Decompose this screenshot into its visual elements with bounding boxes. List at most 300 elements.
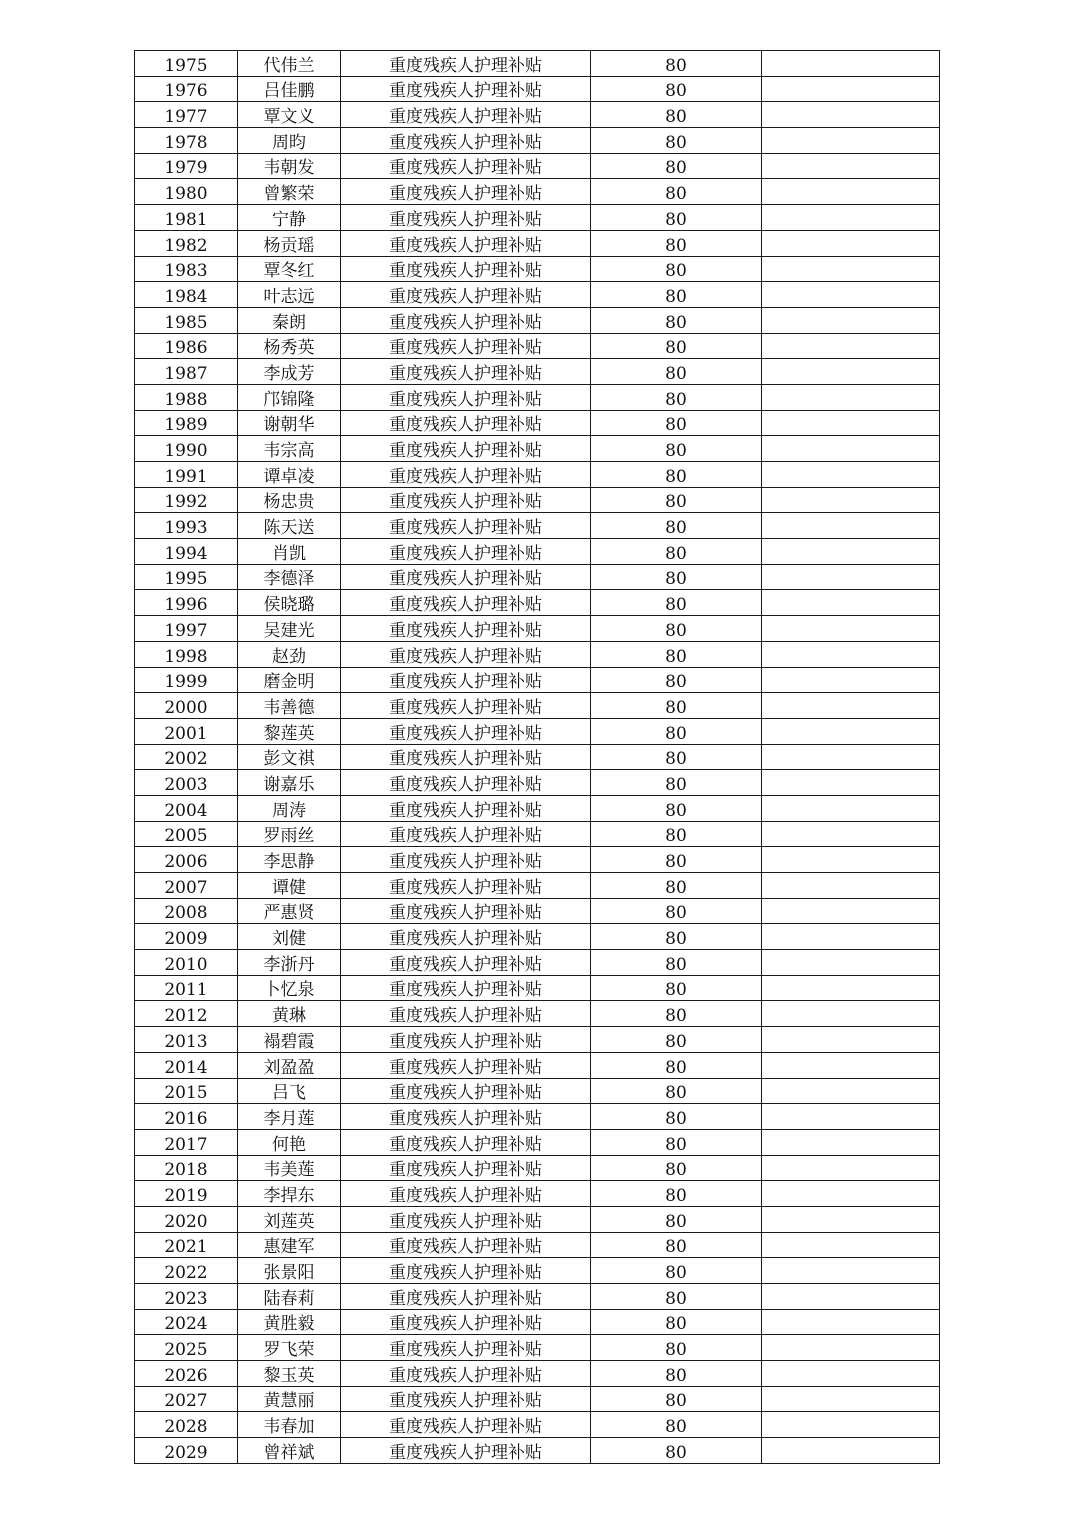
- amount-cell: 80: [591, 873, 762, 899]
- row-number-cell: 1991: [135, 462, 238, 488]
- table-row: [135, 718, 940, 744]
- remark-cell: [762, 693, 940, 719]
- row-number-cell: 1999: [135, 667, 238, 693]
- row-number-cell: 2027: [135, 1386, 238, 1412]
- row-number-cell: 1989: [135, 410, 238, 436]
- remark-cell: [762, 230, 940, 256]
- row-number-cell: 1979: [135, 153, 238, 179]
- table-row: [135, 1027, 940, 1053]
- amount-cell: 80: [591, 564, 762, 590]
- amount-cell: 80: [591, 1284, 762, 1310]
- table-row: [135, 1129, 940, 1155]
- remark-cell: [762, 667, 940, 693]
- table-row: [135, 975, 940, 1001]
- row-number-cell: 1996: [135, 590, 238, 616]
- remark-cell: [762, 76, 940, 102]
- remark-cell: [762, 1027, 940, 1053]
- recipient-name-cell: 韦春加: [238, 1412, 341, 1438]
- table-row: [135, 487, 940, 513]
- amount-cell: 80: [591, 230, 762, 256]
- subsidy-type-cell: 重度残疾人护理补贴: [341, 924, 591, 950]
- row-number-cell: 2005: [135, 821, 238, 847]
- amount-cell: 80: [591, 950, 762, 976]
- table-row: [135, 1386, 940, 1412]
- table-row: [135, 873, 940, 899]
- subsidy-type-cell: 重度残疾人护理补贴: [341, 1104, 591, 1130]
- amount-cell: 80: [591, 1155, 762, 1181]
- remark-cell: [762, 1309, 940, 1335]
- row-number-cell: 2014: [135, 1052, 238, 1078]
- row-number-cell: 2013: [135, 1027, 238, 1053]
- recipient-name-cell: 刘莲英: [238, 1206, 341, 1232]
- amount-cell: 80: [591, 1335, 762, 1361]
- row-number-cell: 1982: [135, 230, 238, 256]
- row-number-cell: 2003: [135, 770, 238, 796]
- table-row: [135, 51, 940, 77]
- recipient-name-cell: 韦美莲: [238, 1155, 341, 1181]
- subsidy-type-cell: 重度残疾人护理补贴: [341, 1027, 591, 1053]
- recipient-name-cell: 吕佳鹏: [238, 76, 341, 102]
- subsidy-type-cell: 重度残疾人护理补贴: [341, 564, 591, 590]
- recipient-name-cell: 李浙丹: [238, 950, 341, 976]
- table-row: [135, 1155, 940, 1181]
- row-number-cell: 1984: [135, 282, 238, 308]
- recipient-name-cell: 周涛: [238, 795, 341, 821]
- remark-cell: [762, 410, 940, 436]
- subsidy-type-cell: 重度残疾人护理补贴: [341, 1052, 591, 1078]
- row-number-cell: 1998: [135, 641, 238, 667]
- amount-cell: 80: [591, 384, 762, 410]
- row-number-cell: 1992: [135, 487, 238, 513]
- row-number-cell: 2008: [135, 898, 238, 924]
- table-row: [135, 795, 940, 821]
- remark-cell: [762, 384, 940, 410]
- row-number-cell: 2007: [135, 873, 238, 899]
- remark-cell: [762, 847, 940, 873]
- subsidy-type-cell: 重度残疾人护理补贴: [341, 256, 591, 282]
- row-number-cell: 1981: [135, 205, 238, 231]
- subsidy-type-cell: 重度残疾人护理补贴: [341, 51, 591, 77]
- recipient-name-cell: 曾繁荣: [238, 179, 341, 205]
- recipient-name-cell: 何艳: [238, 1129, 341, 1155]
- table-row: [135, 128, 940, 154]
- recipient-name-cell: 黄胜毅: [238, 1309, 341, 1335]
- recipient-name-cell: 张景阳: [238, 1258, 341, 1284]
- amount-cell: 80: [591, 744, 762, 770]
- remark-cell: [762, 1284, 940, 1310]
- table-row: [135, 1361, 940, 1387]
- remark-cell: [762, 795, 940, 821]
- row-number-cell: 2010: [135, 950, 238, 976]
- recipient-name-cell: 谢朝华: [238, 410, 341, 436]
- subsidy-type-cell: 重度残疾人护理补贴: [341, 462, 591, 488]
- remark-cell: [762, 873, 940, 899]
- subsidy-type-cell: 重度残疾人护理补贴: [341, 795, 591, 821]
- remark-cell: [762, 1052, 940, 1078]
- row-number-cell: 2024: [135, 1309, 238, 1335]
- recipient-name-cell: 吕飞: [238, 1078, 341, 1104]
- row-number-cell: 2020: [135, 1206, 238, 1232]
- remark-cell: [762, 898, 940, 924]
- table-row: [135, 153, 940, 179]
- subsidy-type-cell: 重度残疾人护理补贴: [341, 333, 591, 359]
- recipient-name-cell: 磨金明: [238, 667, 341, 693]
- table-row: [135, 770, 940, 796]
- subsidy-type-cell: 重度残疾人护理补贴: [341, 359, 591, 385]
- recipient-name-cell: 刘健: [238, 924, 341, 950]
- table-row: [135, 590, 940, 616]
- table-row: [135, 256, 940, 282]
- amount-cell: 80: [591, 821, 762, 847]
- subsidy-type-cell: 重度残疾人护理补贴: [341, 770, 591, 796]
- recipient-name-cell: 刘盈盈: [238, 1052, 341, 1078]
- subsidy-type-cell: 重度残疾人护理补贴: [341, 307, 591, 333]
- remark-cell: [762, 205, 940, 231]
- amount-cell: 80: [591, 1309, 762, 1335]
- remark-cell: [762, 616, 940, 642]
- amount-cell: 80: [591, 770, 762, 796]
- recipient-name-cell: 侯晓璐: [238, 590, 341, 616]
- subsidy-type-cell: 重度残疾人护理补贴: [341, 590, 591, 616]
- subsidy-type-cell: 重度残疾人护理补贴: [341, 410, 591, 436]
- subsidy-type-cell: 重度残疾人护理补贴: [341, 1258, 591, 1284]
- remark-cell: [762, 770, 940, 796]
- subsidy-type-cell: 重度残疾人护理补贴: [341, 539, 591, 565]
- table-row: [135, 924, 940, 950]
- subsidy-type-cell: 重度残疾人护理补贴: [341, 1438, 591, 1464]
- row-number-cell: 2019: [135, 1181, 238, 1207]
- row-number-cell: 1990: [135, 436, 238, 462]
- recipient-name-cell: 谢嘉乐: [238, 770, 341, 796]
- amount-cell: 80: [591, 153, 762, 179]
- amount-cell: 80: [591, 410, 762, 436]
- row-number-cell: 2009: [135, 924, 238, 950]
- table-row: [135, 230, 940, 256]
- remark-cell: [762, 487, 940, 513]
- subsidy-type-cell: 重度残疾人护理补贴: [341, 1078, 591, 1104]
- remark-cell: [762, 1232, 940, 1258]
- recipient-name-cell: 代伟兰: [238, 51, 341, 77]
- table-row: [135, 179, 940, 205]
- remark-cell: [762, 102, 940, 128]
- recipient-name-cell: 黄琳: [238, 1001, 341, 1027]
- subsidy-type-cell: 重度残疾人护理补贴: [341, 102, 591, 128]
- amount-cell: 80: [591, 1027, 762, 1053]
- table-row: [135, 950, 940, 976]
- row-number-cell: 2015: [135, 1078, 238, 1104]
- recipient-name-cell: 李德泽: [238, 564, 341, 590]
- remark-cell: [762, 282, 940, 308]
- table-row: [135, 436, 940, 462]
- row-number-cell: 2012: [135, 1001, 238, 1027]
- amount-cell: 80: [591, 1181, 762, 1207]
- row-number-cell: 2022: [135, 1258, 238, 1284]
- table-row: [135, 1206, 940, 1232]
- subsidy-type-cell: 重度残疾人护理补贴: [341, 1335, 591, 1361]
- amount-cell: 80: [591, 1104, 762, 1130]
- table-row: [135, 1181, 940, 1207]
- subsidy-type-cell: 重度残疾人护理补贴: [341, 487, 591, 513]
- amount-cell: 80: [591, 1412, 762, 1438]
- table-row: [135, 564, 940, 590]
- subsidy-type-cell: 重度残疾人护理补贴: [341, 128, 591, 154]
- amount-cell: 80: [591, 539, 762, 565]
- row-number-cell: 1977: [135, 102, 238, 128]
- amount-cell: 80: [591, 1206, 762, 1232]
- remark-cell: [762, 564, 940, 590]
- subsidy-type-cell: 重度残疾人护理补贴: [341, 1181, 591, 1207]
- table-row: [135, 616, 940, 642]
- row-number-cell: 2016: [135, 1104, 238, 1130]
- amount-cell: 80: [591, 333, 762, 359]
- amount-cell: 80: [591, 1129, 762, 1155]
- subsidy-type-cell: 重度残疾人护理补贴: [341, 950, 591, 976]
- subsidy-type-cell: 重度残疾人护理补贴: [341, 205, 591, 231]
- remark-cell: [762, 1438, 940, 1464]
- row-number-cell: 1995: [135, 564, 238, 590]
- remark-cell: [762, 1412, 940, 1438]
- recipient-name-cell: 陈天送: [238, 513, 341, 539]
- recipient-name-cell: 宁静: [238, 205, 341, 231]
- recipient-name-cell: 赵劲: [238, 641, 341, 667]
- recipient-name-cell: 韦宗高: [238, 436, 341, 462]
- recipient-name-cell: 黄慧丽: [238, 1386, 341, 1412]
- amount-cell: 80: [591, 282, 762, 308]
- subsidy-type-cell: 重度残疾人护理补贴: [341, 718, 591, 744]
- recipient-name-cell: 周昀: [238, 128, 341, 154]
- subsidy-type-cell: 重度残疾人护理补贴: [341, 1284, 591, 1310]
- subsidy-type-cell: 重度残疾人护理补贴: [341, 1206, 591, 1232]
- row-number-cell: 2026: [135, 1361, 238, 1387]
- amount-cell: 80: [591, 1052, 762, 1078]
- row-number-cell: 2017: [135, 1129, 238, 1155]
- recipient-name-cell: 覃冬红: [238, 256, 341, 282]
- remark-cell: [762, 256, 940, 282]
- recipient-name-cell: 杨秀英: [238, 333, 341, 359]
- subsidy-type-cell: 重度残疾人护理补贴: [341, 179, 591, 205]
- table-row: [135, 410, 940, 436]
- row-number-cell: 2021: [135, 1232, 238, 1258]
- recipient-name-cell: 杨贡瑶: [238, 230, 341, 256]
- subsidy-type-cell: 重度残疾人护理补贴: [341, 1232, 591, 1258]
- amount-cell: 80: [591, 307, 762, 333]
- recipient-name-cell: 谭卓凌: [238, 462, 341, 488]
- table-row: [135, 898, 940, 924]
- recipient-name-cell: 褟碧霞: [238, 1027, 341, 1053]
- table-row: [135, 1232, 940, 1258]
- table-row: [135, 1104, 940, 1130]
- table-row: [135, 744, 940, 770]
- subsidy-type-cell: 重度残疾人护理补贴: [341, 641, 591, 667]
- table-row: [135, 1001, 940, 1027]
- amount-cell: 80: [591, 205, 762, 231]
- table-row: [135, 1258, 940, 1284]
- subsidy-type-cell: 重度残疾人护理补贴: [341, 616, 591, 642]
- recipient-name-cell: 谭健: [238, 873, 341, 899]
- remark-cell: [762, 179, 940, 205]
- amount-cell: 80: [591, 256, 762, 282]
- table-row: [135, 333, 940, 359]
- subsidy-type-cell: 重度残疾人护理补贴: [341, 1361, 591, 1387]
- remark-cell: [762, 1258, 940, 1284]
- amount-cell: 80: [591, 76, 762, 102]
- recipient-name-cell: 卜忆泉: [238, 975, 341, 1001]
- row-number-cell: 1986: [135, 333, 238, 359]
- remark-cell: [762, 359, 940, 385]
- remark-cell: [762, 1078, 940, 1104]
- remark-cell: [762, 1104, 940, 1130]
- row-number-cell: 1980: [135, 179, 238, 205]
- remark-cell: [762, 641, 940, 667]
- table-row: [135, 513, 940, 539]
- subsidy-type-cell: 重度残疾人护理补贴: [341, 436, 591, 462]
- remark-cell: [762, 744, 940, 770]
- row-number-cell: 1987: [135, 359, 238, 385]
- remark-cell: [762, 51, 940, 77]
- amount-cell: 80: [591, 359, 762, 385]
- row-number-cell: 2000: [135, 693, 238, 719]
- table-row: [135, 205, 940, 231]
- table-row: [135, 539, 940, 565]
- row-number-cell: 1975: [135, 51, 238, 77]
- recipient-name-cell: 覃文义: [238, 102, 341, 128]
- remark-cell: [762, 1129, 940, 1155]
- amount-cell: 80: [591, 128, 762, 154]
- remark-cell: [762, 590, 940, 616]
- amount-cell: 80: [591, 102, 762, 128]
- subsidy-type-cell: 重度残疾人护理补贴: [341, 1412, 591, 1438]
- amount-cell: 80: [591, 1078, 762, 1104]
- subsidy-type-cell: 重度残疾人护理补贴: [341, 975, 591, 1001]
- remark-cell: [762, 718, 940, 744]
- table-row: [135, 667, 940, 693]
- table-row: [135, 282, 940, 308]
- table-row: [135, 1309, 940, 1335]
- remark-cell: [762, 539, 940, 565]
- amount-cell: 80: [591, 847, 762, 873]
- subsidy-type-cell: 重度残疾人护理补贴: [341, 821, 591, 847]
- row-number-cell: 2023: [135, 1284, 238, 1310]
- recipient-name-cell: 叶志远: [238, 282, 341, 308]
- subsidy-table: [134, 50, 940, 1464]
- row-number-cell: 2004: [135, 795, 238, 821]
- subsidy-type-cell: 重度残疾人护理补贴: [341, 282, 591, 308]
- remark-cell: [762, 1386, 940, 1412]
- amount-cell: 80: [591, 590, 762, 616]
- amount-cell: 80: [591, 1438, 762, 1464]
- table-row: [135, 693, 940, 719]
- recipient-name-cell: 韦善德: [238, 693, 341, 719]
- amount-cell: 80: [591, 975, 762, 1001]
- remark-cell: [762, 153, 940, 179]
- remark-cell: [762, 1155, 940, 1181]
- table-row: [135, 1335, 940, 1361]
- remark-cell: [762, 462, 940, 488]
- recipient-name-cell: 严惠贤: [238, 898, 341, 924]
- amount-cell: 80: [591, 436, 762, 462]
- table-row: [135, 384, 940, 410]
- subsidy-type-cell: 重度残疾人护理补贴: [341, 230, 591, 256]
- row-number-cell: 2029: [135, 1438, 238, 1464]
- table-row: [135, 102, 940, 128]
- subsidy-type-cell: 重度残疾人护理补贴: [341, 847, 591, 873]
- subsidy-type-cell: 重度残疾人护理补贴: [341, 898, 591, 924]
- amount-cell: 80: [591, 462, 762, 488]
- row-number-cell: 1997: [135, 616, 238, 642]
- row-number-cell: 1978: [135, 128, 238, 154]
- table-row: [135, 1438, 940, 1464]
- remark-cell: [762, 950, 940, 976]
- amount-cell: 80: [591, 1232, 762, 1258]
- amount-cell: 80: [591, 1361, 762, 1387]
- subsidy-type-cell: 重度残疾人护理补贴: [341, 1309, 591, 1335]
- remark-cell: [762, 307, 940, 333]
- amount-cell: 80: [591, 898, 762, 924]
- table-row: [135, 1052, 940, 1078]
- recipient-name-cell: 吴建光: [238, 616, 341, 642]
- row-number-cell: 1988: [135, 384, 238, 410]
- row-number-cell: 2018: [135, 1155, 238, 1181]
- table-row: [135, 462, 940, 488]
- recipient-name-cell: 韦朝发: [238, 153, 341, 179]
- subsidy-type-cell: 重度残疾人护理补贴: [341, 873, 591, 899]
- remark-cell: [762, 821, 940, 847]
- row-number-cell: 1994: [135, 539, 238, 565]
- amount-cell: 80: [591, 718, 762, 744]
- row-number-cell: 2001: [135, 718, 238, 744]
- remark-cell: [762, 1206, 940, 1232]
- row-number-cell: 1983: [135, 256, 238, 282]
- recipient-name-cell: 李成芳: [238, 359, 341, 385]
- recipient-name-cell: 邝锦隆: [238, 384, 341, 410]
- recipient-name-cell: 罗雨丝: [238, 821, 341, 847]
- recipient-name-cell: 陆春莉: [238, 1284, 341, 1310]
- amount-cell: 80: [591, 1386, 762, 1412]
- remark-cell: [762, 1361, 940, 1387]
- amount-cell: 80: [591, 667, 762, 693]
- subsidy-type-cell: 重度残疾人护理补贴: [341, 1155, 591, 1181]
- recipient-name-cell: 黎莲英: [238, 718, 341, 744]
- subsidy-type-cell: 重度残疾人护理补贴: [341, 667, 591, 693]
- row-number-cell: 2011: [135, 975, 238, 1001]
- remark-cell: [762, 1335, 940, 1361]
- subsidy-type-cell: 重度残疾人护理补贴: [341, 1386, 591, 1412]
- remark-cell: [762, 1181, 940, 1207]
- amount-cell: 80: [591, 1258, 762, 1284]
- subsidy-type-cell: 重度残疾人护理补贴: [341, 693, 591, 719]
- recipient-name-cell: 秦朗: [238, 307, 341, 333]
- recipient-name-cell: 李月莲: [238, 1104, 341, 1130]
- table-row: [135, 359, 940, 385]
- table-row: [135, 307, 940, 333]
- table-row: [135, 641, 940, 667]
- recipient-name-cell: 惠建军: [238, 1232, 341, 1258]
- remark-cell: [762, 975, 940, 1001]
- row-number-cell: 2025: [135, 1335, 238, 1361]
- amount-cell: 80: [591, 616, 762, 642]
- remark-cell: [762, 513, 940, 539]
- recipient-name-cell: 杨忠贵: [238, 487, 341, 513]
- recipient-name-cell: 肖凯: [238, 539, 341, 565]
- subsidy-type-cell: 重度残疾人护理补贴: [341, 1129, 591, 1155]
- amount-cell: 80: [591, 641, 762, 667]
- row-number-cell: 2002: [135, 744, 238, 770]
- row-number-cell: 1976: [135, 76, 238, 102]
- recipient-name-cell: 曾祥斌: [238, 1438, 341, 1464]
- recipient-name-cell: 罗飞荣: [238, 1335, 341, 1361]
- amount-cell: 80: [591, 924, 762, 950]
- subsidy-type-cell: 重度残疾人护理补贴: [341, 76, 591, 102]
